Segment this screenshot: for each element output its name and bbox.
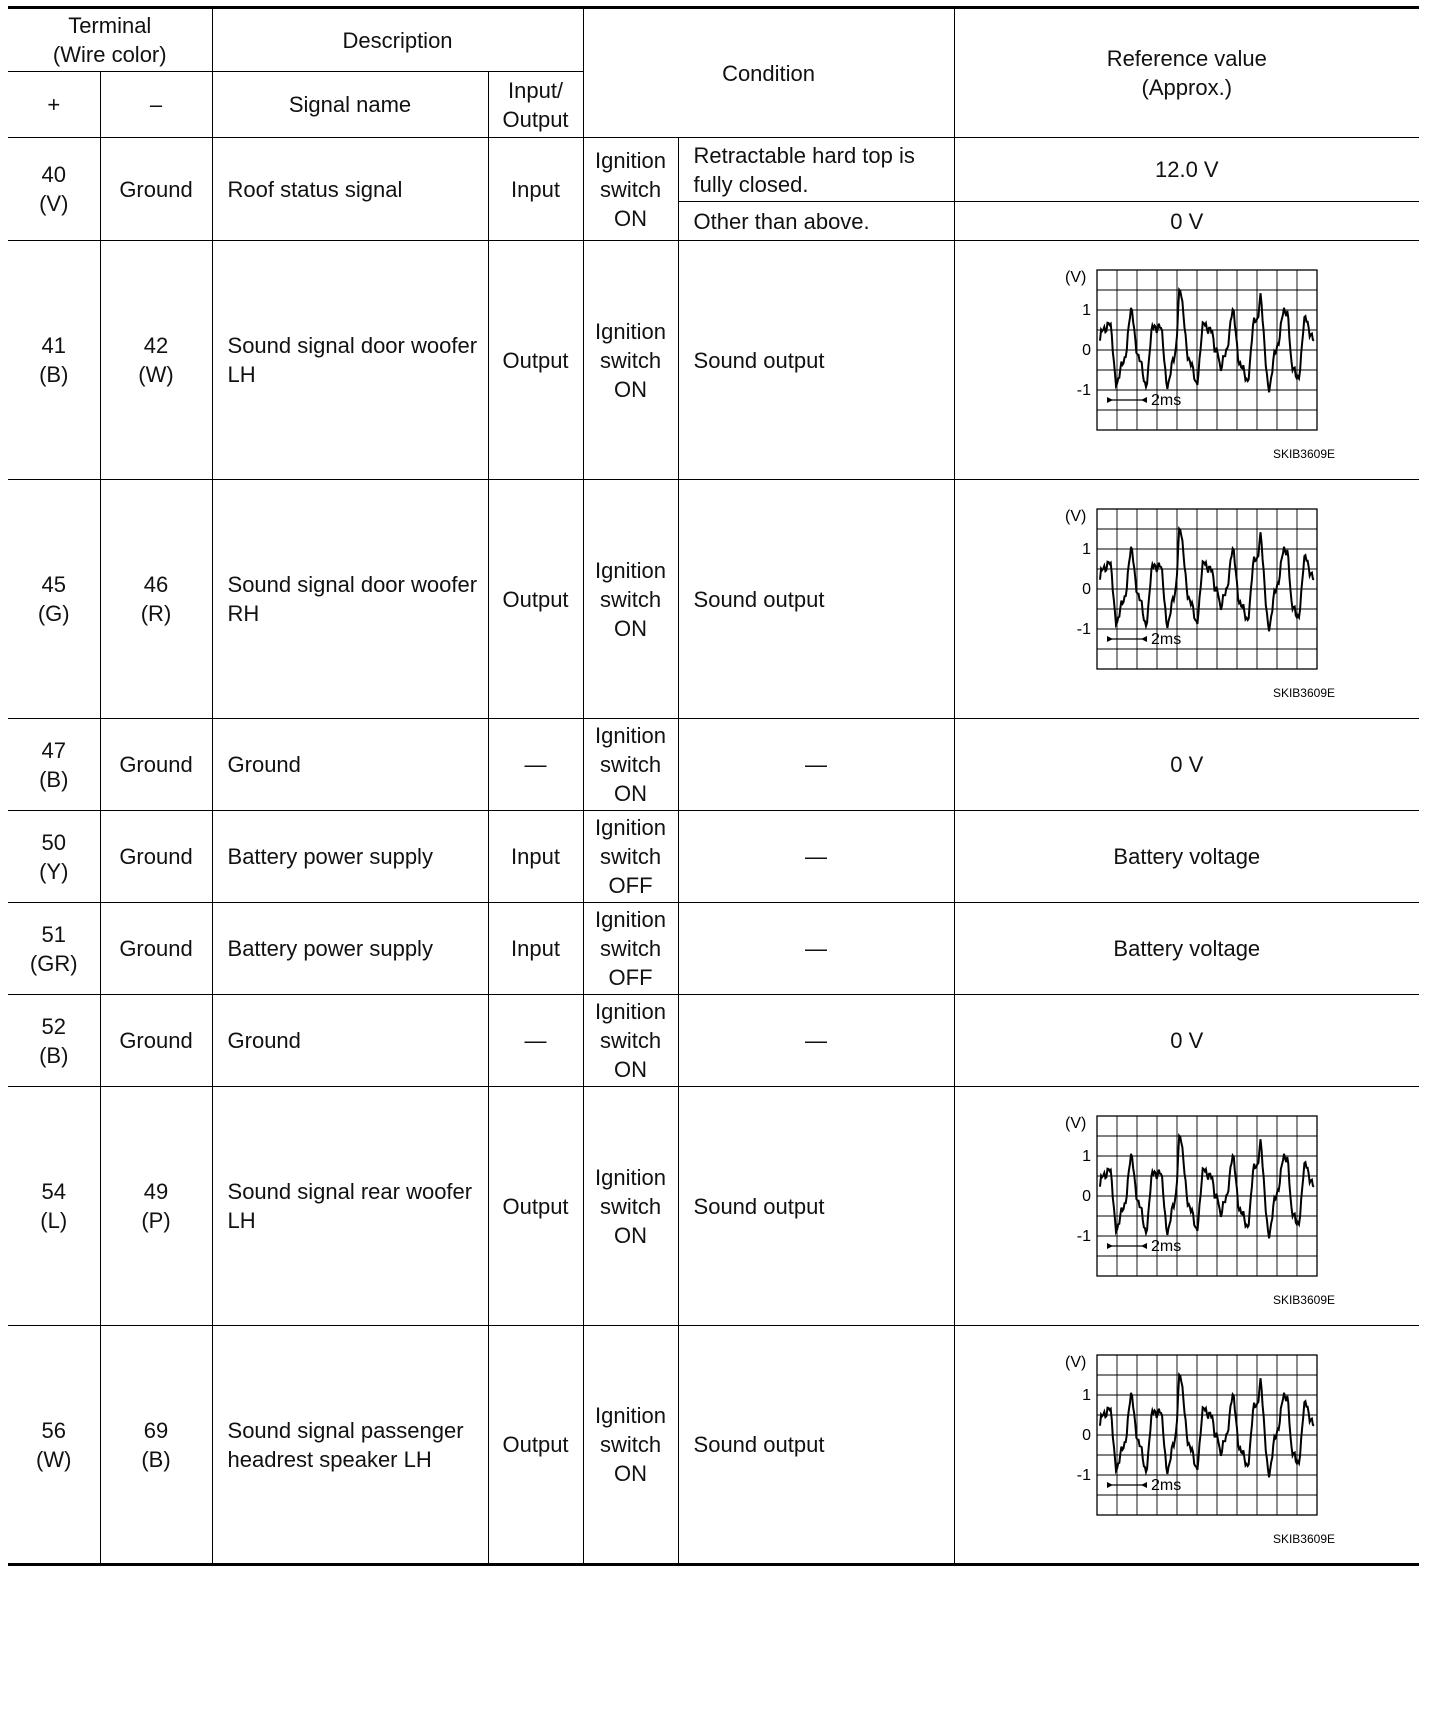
- terminal-minus: [100, 1326, 212, 1565]
- axis-unit-label: (V): [1064, 269, 1087, 286]
- wire-color: (Y): [39, 858, 69, 884]
- terminal-minus: [100, 1087, 212, 1326]
- wire-color: (V): [39, 191, 69, 216]
- sub-condition: Sound output: [678, 480, 954, 719]
- condition-line: switch: [599, 1193, 662, 1219]
- terminal-number: 50: [41, 829, 66, 855]
- axis-tick-label: -1: [1076, 1466, 1091, 1484]
- terminal-plus: [8, 719, 100, 811]
- waveform-grid: [1097, 1355, 1317, 1515]
- header-input-output: [488, 72, 583, 138]
- condition-line: OFF: [608, 965, 653, 990]
- header-condition: Condition: [583, 8, 954, 138]
- terminal-reference-table: [8, 6, 1419, 1566]
- signal-name: Battery power supply: [212, 903, 488, 995]
- sub-condition: Retractable hard top is fully closed.: [678, 138, 954, 202]
- waveform-trace: [1100, 1136, 1314, 1239]
- time-marker-label: 2ms: [1150, 1476, 1182, 1494]
- sub-condition: Other than above.: [678, 202, 954, 241]
- header-output-label: Output: [502, 106, 569, 132]
- time-marker-arrow: [1107, 397, 1113, 403]
- condition-switch: [583, 995, 678, 1087]
- input-output: Output: [488, 1326, 583, 1565]
- terminal-number: 42: [143, 333, 169, 358]
- axis-tick-label: 1: [1081, 1148, 1091, 1165]
- input-output: Output: [488, 480, 583, 719]
- wire-color: (GR): [29, 950, 78, 976]
- axis-tick-label: -1: [1076, 621, 1091, 638]
- reference-waveform-cell: [954, 1087, 1419, 1326]
- terminal-plus: [8, 138, 100, 241]
- wire-color: (W): [36, 1446, 72, 1472]
- header-minus: –: [100, 72, 212, 138]
- terminal-minus: Ground: [100, 995, 212, 1087]
- terminal-number: 54: [41, 1179, 66, 1204]
- waveform-graph: [1057, 260, 1335, 461]
- condition-line: Ignition: [595, 1403, 666, 1428]
- time-marker-arrow: [1107, 636, 1113, 642]
- time-marker-arrow: [1107, 1482, 1113, 1488]
- wire-color: (L): [40, 1208, 68, 1233]
- terminal-minus: Ground: [100, 811, 212, 903]
- reference-value: 12.0 V: [954, 138, 1419, 202]
- reference-value: 0 V: [954, 202, 1419, 241]
- header-wire-color-label: (Wire color): [52, 42, 167, 67]
- input-output: —: [488, 719, 583, 811]
- condition-line: Ignition: [595, 999, 666, 1024]
- condition-line: ON: [614, 1222, 648, 1248]
- waveform-grid: [1097, 270, 1317, 430]
- wire-color: (B): [39, 766, 69, 792]
- condition-line: switch: [599, 1432, 662, 1457]
- condition-line: switch: [599, 586, 662, 612]
- terminal-plus: [8, 241, 100, 480]
- condition-line: Ignition: [595, 1164, 666, 1190]
- waveform-trace: [1100, 1374, 1314, 1477]
- condition-line: ON: [614, 376, 648, 402]
- reference-waveform-cell: [954, 480, 1419, 719]
- sub-condition: —: [678, 995, 954, 1087]
- terminal-plus: [8, 811, 100, 903]
- signal-name: Roof status signal: [212, 138, 488, 241]
- condition-switch: [583, 903, 678, 995]
- axis-unit-label: (V): [1064, 508, 1087, 525]
- wire-color: (R): [140, 601, 172, 626]
- header-approx-label: (Approx.): [1141, 75, 1233, 100]
- condition-line: switch: [599, 347, 662, 373]
- terminal-number: 56: [41, 1417, 66, 1443]
- terminal-plus: [8, 1087, 100, 1326]
- condition-line: Ignition: [595, 907, 666, 932]
- terminal-minus: Ground: [100, 903, 212, 995]
- signal-name: Sound signal door woofer LH: [212, 241, 488, 480]
- condition-line: ON: [614, 205, 648, 231]
- axis-tick-label: 1: [1081, 302, 1091, 319]
- figure-code: SKIB3609E: [1272, 447, 1335, 461]
- sub-condition: —: [678, 903, 954, 995]
- terminal-number: 69: [143, 1417, 169, 1443]
- header-input-label: Input/: [508, 77, 564, 103]
- signal-name: Battery power supply: [212, 811, 488, 903]
- wire-color: (G): [37, 601, 70, 626]
- condition-line: OFF: [608, 873, 653, 898]
- header-terminal-label: Terminal: [68, 13, 152, 38]
- axis-unit-label: (V): [1064, 1353, 1087, 1371]
- condition-switch: [583, 1087, 678, 1326]
- axis-tick-label: 0: [1081, 342, 1091, 359]
- terminal-number: 52: [41, 1013, 66, 1039]
- condition-line: switch: [599, 844, 662, 869]
- header-signal-name: Signal name: [212, 72, 488, 138]
- axis-tick-label: 0: [1081, 1188, 1091, 1205]
- condition-switch: [583, 480, 678, 719]
- condition-line: switch: [599, 1028, 662, 1053]
- time-marker-arrow: [1107, 1243, 1113, 1249]
- input-output: Input: [488, 903, 583, 995]
- condition-line: switch: [599, 936, 662, 961]
- terminal-minus: Ground: [100, 719, 212, 811]
- header-plus: +: [8, 72, 100, 138]
- reference-value: 0 V: [954, 995, 1419, 1087]
- waveform-trace: [1100, 529, 1314, 632]
- header-terminal: [8, 8, 212, 72]
- waveform-grid: [1097, 1116, 1317, 1276]
- time-marker-label: 2ms: [1150, 631, 1182, 648]
- axis-tick-label: -1: [1076, 382, 1091, 399]
- wire-color: (B): [39, 362, 69, 387]
- condition-line: Ignition: [595, 557, 666, 583]
- signal-name: Ground: [212, 719, 488, 811]
- condition-switch: [583, 811, 678, 903]
- wire-color: (W): [138, 362, 174, 387]
- terminal-number: 49: [143, 1179, 169, 1204]
- terminal-plus: [8, 995, 100, 1087]
- sub-condition: Sound output: [678, 241, 954, 480]
- waveform-graph: [1057, 1106, 1335, 1307]
- condition-line: ON: [614, 781, 648, 806]
- figure-code: SKIB3609E: [1272, 1531, 1335, 1546]
- terminal-plus: [8, 1326, 100, 1565]
- waveform-trace: [1100, 290, 1314, 393]
- condition-line: Ignition: [595, 723, 666, 748]
- signal-name: Sound signal passenger headrest speaker LH: [212, 1326, 488, 1565]
- condition-line: ON: [614, 1461, 648, 1486]
- reference-value: Battery voltage: [954, 811, 1419, 903]
- input-output: Output: [488, 241, 583, 480]
- waveform-graph: [1057, 1345, 1335, 1546]
- terminal-plus: [8, 903, 100, 995]
- figure-code: SKIB3609E: [1272, 686, 1335, 700]
- time-marker-label: 2ms: [1150, 392, 1182, 409]
- sub-condition: Sound output: [678, 1326, 954, 1565]
- waveform-graph: [1057, 499, 1335, 700]
- condition-line: Ignition: [595, 147, 666, 173]
- axis-unit-label: (V): [1064, 1115, 1087, 1132]
- time-marker-arrow: [1141, 397, 1147, 403]
- signal-name: Sound signal door woofer RH: [212, 480, 488, 719]
- condition-line: ON: [614, 1057, 648, 1082]
- condition-line: ON: [614, 615, 648, 641]
- time-marker-arrow: [1141, 1243, 1147, 1249]
- wire-color: (B): [39, 1042, 69, 1068]
- axis-tick-label: 1: [1081, 541, 1091, 558]
- reference-value: Battery voltage: [954, 903, 1419, 995]
- sub-condition: Sound output: [678, 1087, 954, 1326]
- condition-switch: [583, 1326, 678, 1565]
- terminal-plus: [8, 480, 100, 719]
- reference-waveform-cell: [954, 241, 1419, 480]
- axis-tick-label: -1: [1076, 1228, 1091, 1245]
- reference-waveform-cell: [954, 1326, 1419, 1565]
- input-output: Output: [488, 1087, 583, 1326]
- terminal-number: 46: [143, 572, 169, 597]
- reference-value: 0 V: [954, 719, 1419, 811]
- axis-tick-label: 1: [1081, 1386, 1091, 1404]
- wire-color: (P): [141, 1208, 171, 1233]
- header-description: Description: [212, 8, 583, 72]
- waveform-grid: [1097, 509, 1317, 669]
- time-marker-arrow: [1141, 1482, 1147, 1488]
- wire-color: (B): [141, 1446, 171, 1472]
- input-output: Input: [488, 138, 583, 241]
- condition-line: Ignition: [595, 318, 666, 344]
- terminal-minus: [100, 241, 212, 480]
- header-reference-value: [954, 8, 1419, 138]
- terminal-number: 41: [41, 333, 66, 358]
- condition-switch: [583, 241, 678, 480]
- terminal-number: 45: [41, 572, 66, 597]
- input-output: —: [488, 995, 583, 1087]
- signal-name: Sound signal rear woofer LH: [212, 1087, 488, 1326]
- figure-code: SKIB3609E: [1272, 1293, 1335, 1307]
- terminal-minus: [100, 480, 212, 719]
- input-output: Input: [488, 811, 583, 903]
- time-marker-label: 2ms: [1150, 1238, 1182, 1255]
- axis-tick-label: 0: [1081, 581, 1091, 598]
- condition-switch: [583, 719, 678, 811]
- condition-switch: [583, 138, 678, 241]
- axis-tick-label: 0: [1081, 1426, 1091, 1444]
- condition-line: switch: [599, 752, 662, 777]
- terminal-number: 40: [41, 162, 66, 187]
- header-reference-label: Reference value: [1106, 46, 1267, 71]
- terminal-number: 51: [41, 921, 66, 947]
- sub-condition: —: [678, 719, 954, 811]
- terminal-minus: Ground: [100, 138, 212, 241]
- condition-line: switch: [599, 176, 662, 202]
- condition-line: Ignition: [595, 815, 666, 840]
- time-marker-arrow: [1141, 636, 1147, 642]
- terminal-number: 47: [41, 737, 66, 763]
- sub-condition: —: [678, 811, 954, 903]
- signal-name: Ground: [212, 995, 488, 1087]
